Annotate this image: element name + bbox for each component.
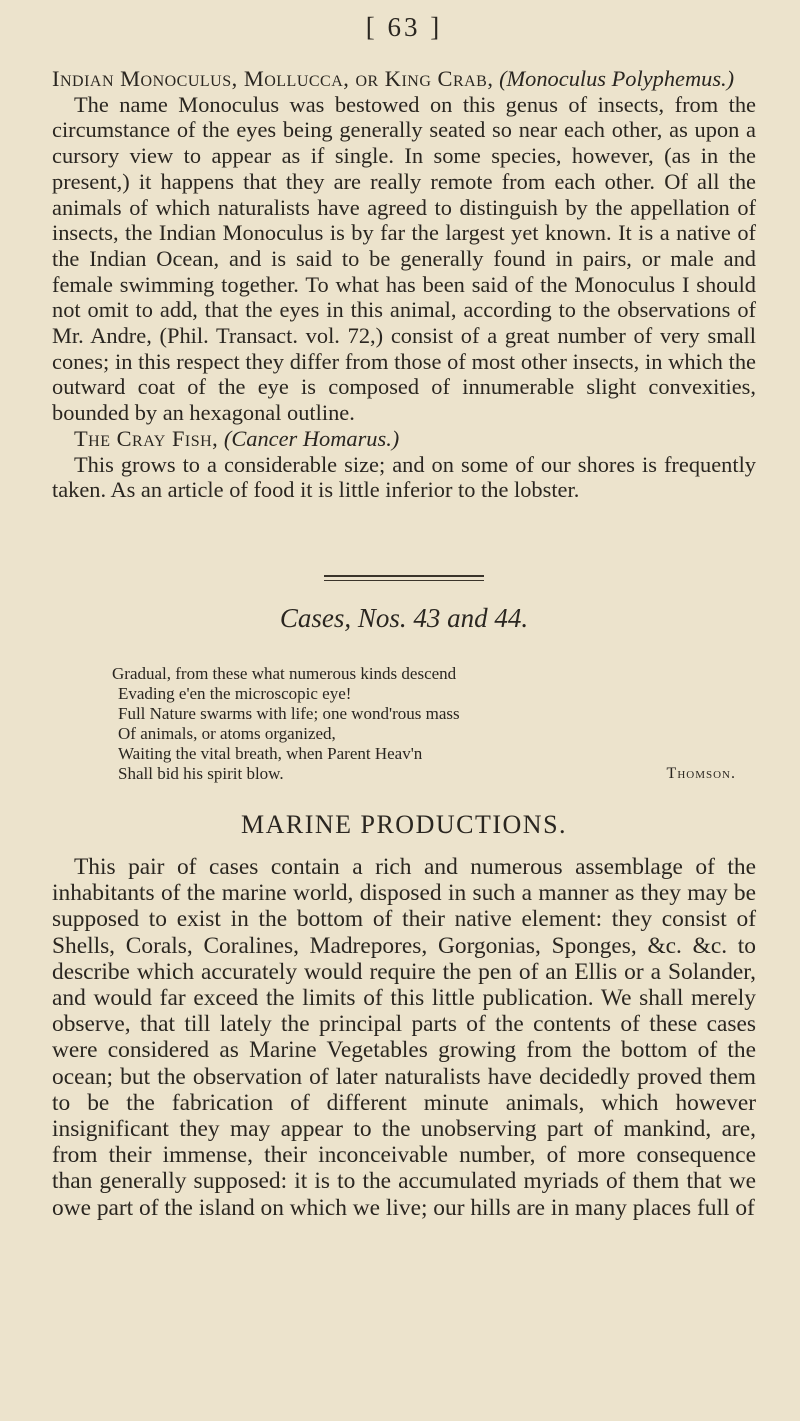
marine-productions-text: This pair of cases contain a rich and numerous assemblage of the inhabitants of the marine world, disposed in such a manner as they may be supposed to exist in the bottom of their native element: they consist of Shells, Corals, Coralines, Madrepores, Gorgonias, Sponges, &c. &c. to describe which accurately would require the pen of an Ellis or a Solander, and would far exceed the limits of this little publication. We shall merely observe, that till lately the principal parts of the contents of these cases were considered as Marine Vegetables growing from the bottom of the ocean; but the observation of later naturalists have decidedly proved them to be the fabrication of different minute animals, which however insignificant they may appear to the unobserving part of mankind, are, from their immense, their inconceivable number, of more consequence than generally supposed: it is to the accumulated myriads of them that we owe part of the island on which we live; our hills are in many places full of (52, 853, 756, 1221)
poem-line: Waiting the vital breath, when Parent Heav'n (118, 743, 423, 763)
monoculus-description: The name Monoculus was bestowed on this genus of insects, from the circumstance of the eyes being generally seated so near each other, as upon a cursory view to appear as if single. In some species, however, (as in the present,) it happens that they are really remote from each other. Of all the animals of which naturalists have agreed to distinguish by the appellation of insects, the Indian Monoculus is by far the largest yet known. It is a native of the Indian Ocean, and is said to be generally found in pairs, or male and female swimming together. To what has been said of the Monoculus I should not omit to add, that the eyes in this animal, according to the observations of Mr. Andre, (Phil. Transact. vol. 72,) consist of a great number of very small cones; in this respect they differ from those of most other insects, in which the outward coat of the eye is composed of innumerable slight convexities, bounded by an hexagonal outline. (52, 91, 756, 426)
epigraph-poem (112, 664, 756, 784)
poem-line: Gradual, from these what numerous kinds descend (112, 663, 457, 683)
cray-fish-heading: The Cray Fish, (74, 425, 219, 451)
poem-line: Shall bid his spirit blow. (118, 763, 284, 783)
monoculus-heading: Indian Monoculus, Mollucca, or King Crab, (52, 66, 494, 91)
page-number: [ 63 ] (365, 12, 443, 42)
cray-fish-entry (52, 426, 756, 452)
poem-line: Full Nature swarms with life; one wond'rous mass (118, 703, 460, 723)
poem-author: Thomson. (666, 764, 736, 782)
poem-line: Of animals, or atoms organized, (118, 723, 336, 743)
section-divider (324, 575, 484, 581)
monoculus-entry (52, 66, 756, 92)
cray-fish-latin-name: (Cancer Homarus.) (223, 425, 400, 451)
cray-fish-description: This grows to a considerable size; and on some of our shores is frequently taken. As an article of food it is little inferior to the lobster. (52, 451, 756, 503)
cases-title: Cases, Nos. 43 and 44. (279, 602, 529, 633)
poem-line: Evading e'en the microscopic eye! (118, 683, 352, 703)
monoculus-latin-name: (Monoculus Polyphemus.) (499, 66, 735, 91)
section-title: MARINE PRODUCTIONS. (240, 809, 568, 839)
